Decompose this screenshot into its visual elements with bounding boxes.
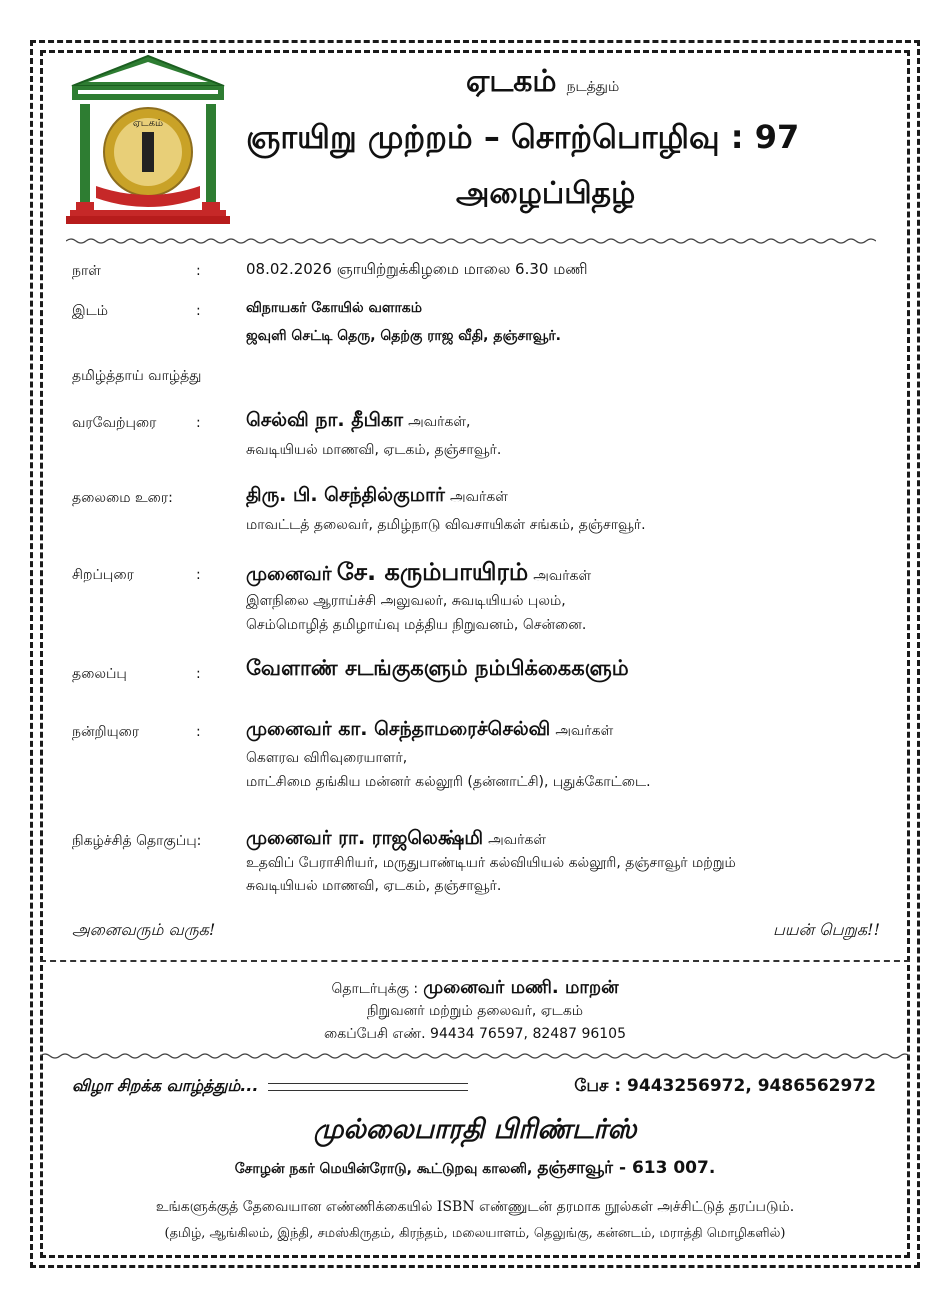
printer-street: சோழன் நகர் மெயின்ரோடு, கூட்டுறவு காலனி,: [234, 1161, 533, 1177]
organization-name: ஏடகம்: [466, 64, 557, 99]
welcome-colon: :: [196, 415, 201, 431]
compere-speaker: [246, 827, 546, 852]
printer-address: [40, 1158, 910, 1180]
sponsor-phone: பேச : 9443256972, 9486562972: [574, 1076, 876, 1096]
compere-speaker-name: முனைவர் ரா. ராஜலெக்ஷ்மி: [246, 827, 484, 849]
compere-honorific: அவர்கள்: [488, 832, 547, 848]
special-speaker: [246, 558, 591, 589]
wishes-decorative-line: [268, 1083, 468, 1091]
special-speaker-desc-1: இளநிலை ஆராய்ச்சி அலுவலர், சுவடியியல் புலம்,: [246, 593, 566, 609]
welcome-label: வரவேற்புரை: [72, 415, 157, 431]
special-speaker-prefix: முனைவர்: [246, 563, 332, 585]
invitation-heading: அழைப்பிதழ்: [456, 176, 636, 211]
thanks-speaker: [246, 718, 613, 743]
organization-logo: [66, 52, 230, 228]
welcome-speaker-desc: சுவடியியல் மாணவி, ஏடகம், தஞ்சாவூர்.: [246, 442, 502, 458]
event-title: ஞாயிறு முற்றம் – சொற்பொழிவு : 97: [246, 118, 800, 156]
thanks-label: நன்றியுரை: [72, 724, 140, 740]
welcome-speaker: [246, 409, 470, 434]
topic-colon: :: [196, 666, 201, 682]
sponsor-wishes: [72, 1076, 468, 1097]
benefit-greeting: பயன் பெறுக!!: [772, 920, 880, 939]
contact-role: நிறுவனர் மற்றும் தலைவர், ஏடகம்: [366, 1003, 584, 1019]
wavy-divider-top: [66, 237, 876, 245]
special-label: சிறப்புரை: [72, 567, 134, 583]
date-value: 08.02.2026 ஞாயிற்றுக்கிழமை மாலை 6.30 மணி: [246, 260, 588, 278]
svg-text:ஏடகம்: ஏடகம்: [132, 118, 164, 129]
section-divider: [40, 960, 910, 962]
compere-speaker-desc-1: உதவிப் பேராசிரியர், மருதுபாண்டியர் கல்வியியல் கல்லூரி, தஞ்சாவூர் மற்றும்: [246, 855, 736, 871]
presidential-honorific: அவர்கள்: [450, 489, 508, 505]
contact-heading: [40, 977, 910, 1000]
presidential-speaker-desc: மாவட்டத் தலைவர், தமிழ்நாடு விவசாயிகள் சங்கம், தஞ்சாவூர்.: [246, 517, 646, 533]
venue-line-1: விநாயகர் கோயில் வளாகம்: [246, 300, 423, 316]
date-colon: :: [196, 263, 201, 279]
compere-speaker-desc-2: சுவடியியல் மாணவி, ஏடகம், தஞ்சாவூர்.: [246, 878, 502, 894]
presidential-speaker-name: திரு. பி. செந்தில்குமார்: [246, 484, 445, 506]
printer-service-note: உங்களுக்குத் தேவையான எண்ணிக்கையில் ISBN எண்ணுடன் தரமாக நூல்கள் அச்சிட்டுத் தரப்படும்.: [155, 1199, 795, 1215]
organization-heading: [466, 64, 619, 103]
special-honorific: அவர்கள்: [533, 568, 592, 584]
topic-value: வேளாண் சடங்குகளும் நம்பிக்கைகளும்: [246, 656, 629, 680]
thanks-honorific: அவர்கள்: [555, 723, 614, 739]
welcome-speaker-name: செல்வி நா. தீபிகா: [246, 409, 404, 431]
venue-colon: :: [196, 303, 201, 319]
sponsor-wishes-text: விழா சிறக்க வாழ்த்தும்...: [72, 1076, 259, 1095]
special-colon: :: [196, 567, 201, 583]
anthem-label: தமிழ்த்தாய் வாழ்த்து: [72, 368, 202, 384]
contact-phone: கைப்பேசி எண். 94434 76597, 82487 96105: [324, 1026, 626, 1042]
printer-name: முல்லைபாரதி பிரிண்டர்ஸ்: [313, 1114, 637, 1145]
welcome-honorific: அவர்கள்,: [408, 414, 471, 430]
presidential-speaker: [246, 484, 508, 509]
thanks-speaker-desc-2: மாட்சிமை தங்கிய மன்னர் கல்லூரி (தன்னாட்சி), புதுக்கோட்டை.: [246, 774, 651, 790]
date-label: நாள்: [72, 263, 101, 279]
special-speaker-name: சே. கரும்பாயிரம்: [336, 558, 529, 586]
contact-label: தொடர்புக்கு :: [331, 981, 419, 997]
organization-suffix: நடத்தும்: [566, 79, 620, 95]
wavy-divider-bottom: [40, 1052, 910, 1060]
venue-label: இடம்: [72, 303, 109, 319]
venue-line-2: ஜவுளி செட்டி தெரு, தெற்கு ராஜ வீதி, தஞ்சாவூர்.: [246, 328, 561, 344]
special-speaker-desc-2: செம்மொழித் தமிழாய்வு மத்திய நிறுவனம், சென்னை.: [246, 617, 587, 633]
contact-name: முனைவர் மணி. மாறன்: [423, 977, 619, 998]
thanks-speaker-name: முனைவர் கா. செந்தாமரைச்செல்வி: [246, 718, 551, 740]
compere-label: நிகழ்ச்சித் தொகுப்பு:: [72, 833, 202, 849]
presidential-label: தலைமை உரை:: [72, 490, 173, 506]
welcome-all-greeting: அனைவரும் வருக!: [72, 920, 216, 939]
thanks-speaker-desc-1: கௌரவ விரிவுரையாளர்,: [246, 750, 408, 766]
printer-languages-note: (தமிழ், ஆங்கிலம், இந்தி, சமஸ்கிருதம், கிரந்தம், மலையாளம், தெலுங்கு, கன்னடம், மராத்தி மொழிகளில்): [164, 1226, 786, 1241]
printer-city: தஞ்சாவூர் - 613 007.: [537, 1158, 716, 1178]
thanks-colon: :: [196, 724, 201, 740]
topic-label: தலைப்பு: [72, 666, 127, 682]
